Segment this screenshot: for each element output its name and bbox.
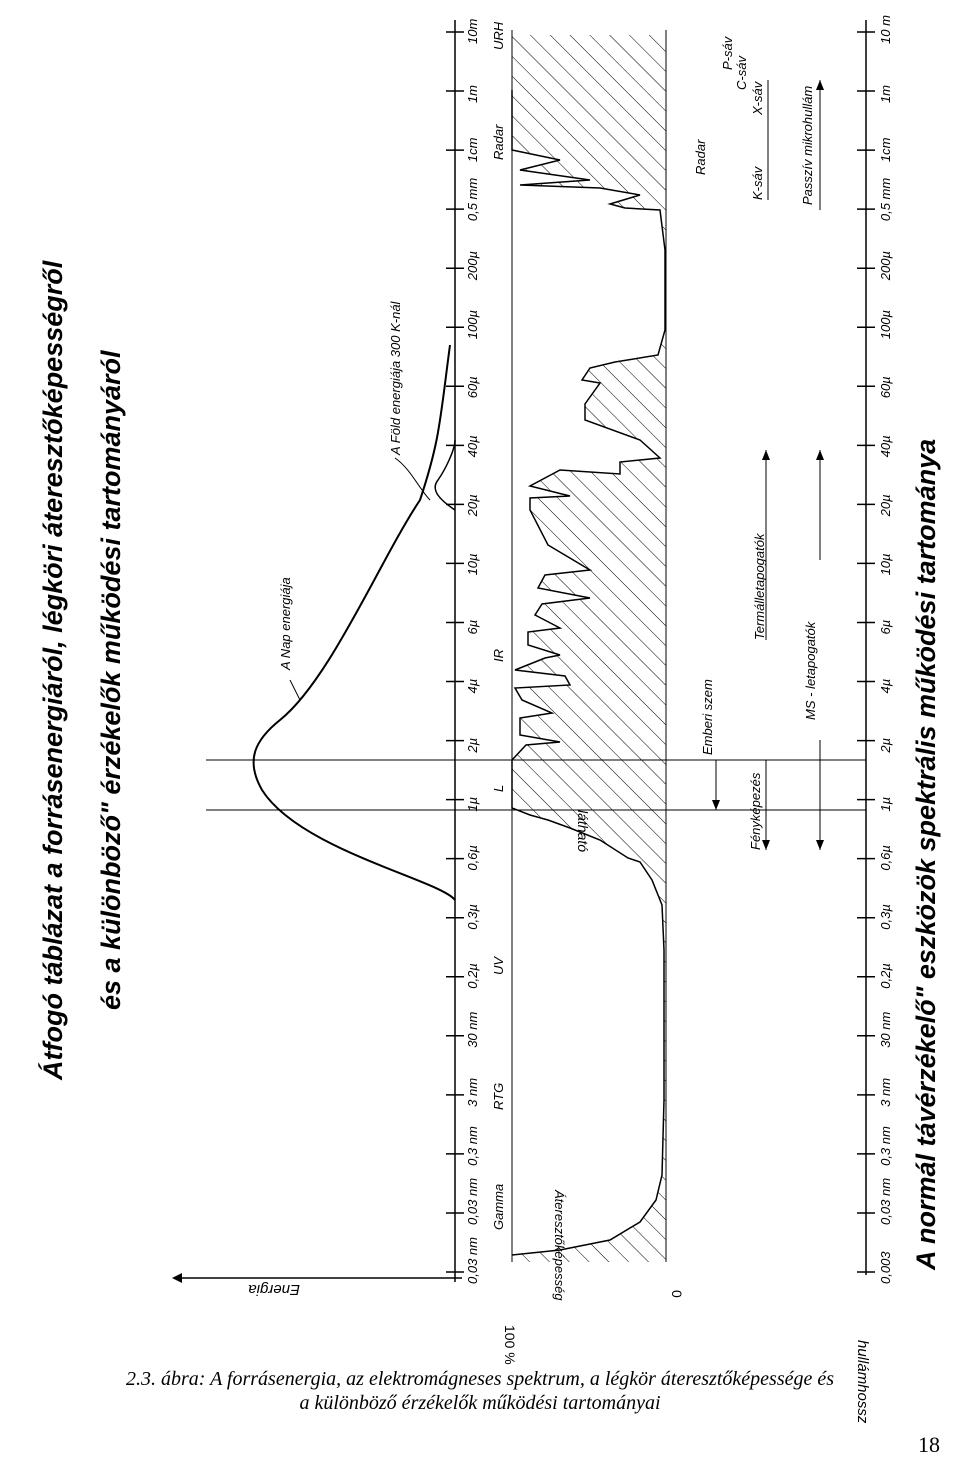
sun-label-leader xyxy=(290,680,300,700)
k-band-label: K-sáv xyxy=(750,166,765,200)
tick-label-bottom: 10 m xyxy=(878,15,893,44)
ms-label: MS - letapogatók xyxy=(803,621,818,720)
instrument-photo xyxy=(712,760,770,850)
tick-label-top: 0,3µ xyxy=(465,904,480,930)
tick-label-bottom: 1cm xyxy=(878,137,893,163)
tick-label-top: 2µ xyxy=(465,737,480,753)
tick-label-top: 60µ xyxy=(465,376,480,399)
tick-label-bottom: 0,2µ xyxy=(878,963,893,989)
tick-label-bottom: 60µ xyxy=(878,376,893,399)
tick-label-bottom: 0,3 nm xyxy=(878,1126,893,1166)
tick-label-bottom: 10µ xyxy=(878,553,893,576)
region-rtg: RTG xyxy=(491,1082,506,1110)
tick-label-top: 10µ xyxy=(465,553,480,576)
tick-label-top: 0,6µ xyxy=(465,845,480,871)
tick-label-bottom: 0,003 xyxy=(878,1251,893,1284)
tick-label-bottom: 3 nm xyxy=(878,1077,893,1107)
tick-label-top: 6µ xyxy=(465,619,480,635)
tick-label-bottom: 30 nm xyxy=(878,1011,893,1048)
wavelength-label: hullámhossz xyxy=(854,1340,871,1424)
passive-mw-label: Passzív mikrohullám xyxy=(800,85,815,205)
tick-label-bottom: 1m xyxy=(878,84,893,104)
tick-label-top: 100µ xyxy=(465,310,480,340)
title-line2: és a különböző" érzékelők működési tartományáról xyxy=(96,350,126,1010)
tick-label-top: 30 nm xyxy=(465,1011,480,1048)
instrument-microwave xyxy=(693,35,824,210)
sun-energy-label: A Nap energiája xyxy=(278,577,293,670)
title-line1: Átfogó táblázat a forrásenergiáról, légköri áteresztőképességről xyxy=(38,260,68,1080)
region-uv: UV xyxy=(491,956,506,975)
tick-label-top: 0,2µ xyxy=(465,963,480,989)
radar-instr-label: Radar xyxy=(693,139,708,175)
transmission-area xyxy=(512,35,666,1262)
figure-title xyxy=(37,260,68,1081)
tick-label-top: 1m xyxy=(465,84,480,104)
instrument-thermal xyxy=(752,450,770,640)
earth-energy-label: A Föld energiája 300 K-nál xyxy=(388,301,403,455)
instrument-eye xyxy=(700,679,715,755)
region-ir: IR xyxy=(491,649,506,662)
region-gamma: Gamma xyxy=(491,1183,506,1230)
instrument-ms xyxy=(803,450,824,850)
region-radar: Radar xyxy=(491,124,506,160)
tick-label-bottom: 4µ xyxy=(878,678,893,694)
tick-label-bottom: 6µ xyxy=(878,619,893,635)
tick-label-top: 3 nm xyxy=(465,1077,480,1107)
tick-label-top: 20µ xyxy=(465,494,480,517)
energy-label: Energia xyxy=(248,1281,300,1298)
eye-label: Emberi szem xyxy=(700,679,715,755)
x-band-label: X-sáv xyxy=(750,81,765,115)
photo-label: Fényképezés xyxy=(748,772,763,850)
tick-marks xyxy=(446,15,893,1284)
tick-label-bottom: 0,5 mm xyxy=(878,177,893,222)
p-band-label: P-sáv xyxy=(720,36,735,70)
caption-line1: 2.3. ábra: A forrásenergia, az elektromágneses spektrum, a légkör áteresztőképessége és xyxy=(125,1368,835,1390)
tick-label-bottom: 200µ xyxy=(878,251,893,281)
tick-label-top: 0,03 nm xyxy=(465,1237,480,1284)
transmission-0: 0 xyxy=(669,1290,685,1298)
tick-label-top: 0,3 nm xyxy=(465,1126,480,1166)
bottom-title xyxy=(911,439,941,1271)
figure-title-2 xyxy=(96,350,126,1010)
earth-energy-curve xyxy=(435,440,455,510)
tick-label-bottom: 100µ xyxy=(878,310,893,340)
tick-label-top: 4µ xyxy=(465,678,480,694)
visible-label: látható xyxy=(575,810,591,853)
tick-label-bottom: 0,03 nm xyxy=(878,1177,893,1225)
caption-line2: a különböző érzékelők működési tartományai xyxy=(299,1392,661,1414)
tick-label-bottom: 20µ xyxy=(878,494,893,517)
transmission-100: 100 % xyxy=(502,1325,518,1365)
tick-label-top: 40µ xyxy=(465,435,480,458)
tick-label-top: 0,03 nm xyxy=(465,1177,480,1225)
tick-label-bottom: 2µ xyxy=(878,737,893,753)
tick-label-bottom: 0,6µ xyxy=(878,845,893,871)
tick-label-bottom: 0,3µ xyxy=(878,904,893,930)
tick-label-top: 1cm xyxy=(465,137,480,163)
earth-label-leader xyxy=(395,458,430,500)
thermal-label: Termálletapogatók xyxy=(752,533,767,640)
bottom-title-text: A normál távérzékelő" eszközök spektrális működési tartománya xyxy=(911,438,941,1270)
tick-label-bottom: 40µ xyxy=(878,435,893,458)
page-number: 18 xyxy=(918,1432,940,1457)
tick-label-top: 0,5 mm xyxy=(465,177,480,222)
c-band-label: C-sáv xyxy=(734,56,749,90)
energy-axis xyxy=(172,1273,462,1298)
tick-label-bottom: 1µ xyxy=(878,796,893,812)
tick-label-top: 200µ xyxy=(465,251,480,281)
tick-label-top: 10m xyxy=(465,18,480,44)
region-urh: URH xyxy=(491,21,506,50)
region-l: L xyxy=(491,784,506,792)
tick-label-top: 1µ xyxy=(465,796,480,812)
transmission-axis-label: Áteresztőképesség xyxy=(552,1190,567,1301)
